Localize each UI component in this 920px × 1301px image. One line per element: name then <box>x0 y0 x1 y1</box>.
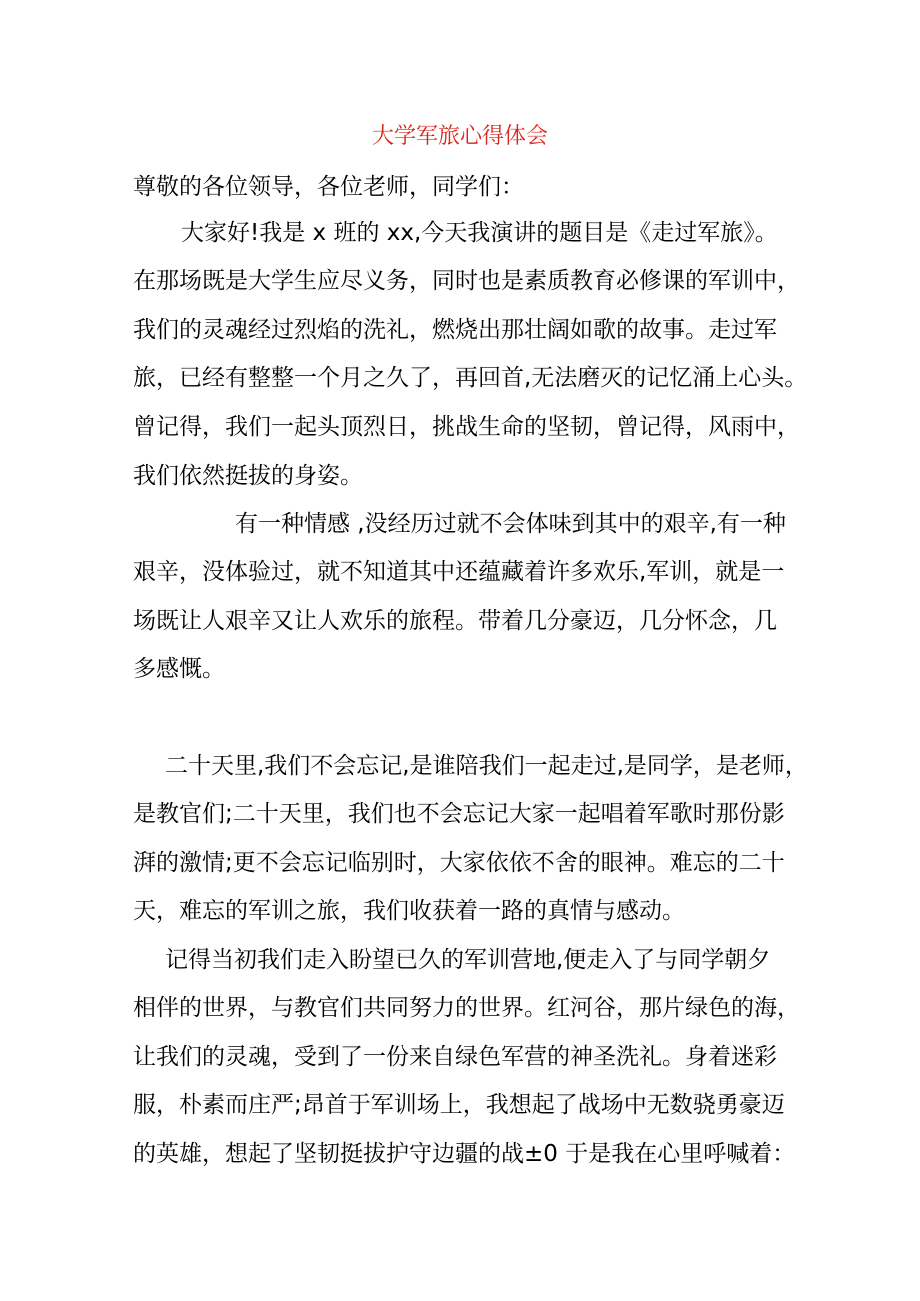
paragraph-2-line-1: 有一种情感 ,没经历过就不会体味到其中的艰辛,有一种 <box>235 511 786 537</box>
paragraph-1-line-5: 曾记得，我们一起头顶烈日，挑战生命的坚韧，曾记得，风雨中， <box>133 414 800 440</box>
paragraph-3-line-2: 是教官们;二十天里，我们也不会忘记大家一起唱着军歌时那份影 <box>133 801 785 827</box>
paragraph-4-line-3: 让我们的灵魂，受到了一份来自绿色军营的神圣洗礼。身着迷彩 <box>133 1044 777 1070</box>
paragraph-2-line-3: 场既让人艰辛又让人欢乐的旅程。带着几分豪迈，几分怀念，几 <box>133 608 777 634</box>
paragraph-2-line-2: 艰辛，没体验过，就不知道其中还蕴藏着许多欢乐,军训，就是一 <box>133 559 785 585</box>
paragraph-1-line-2: 在那场既是大学生应尽义务，同时也是素质教育必修课的军训中， <box>133 268 800 294</box>
paragraph-2-line-4: 多感慨。 <box>133 656 225 682</box>
paragraph-4-line-1: 记得当初我们走入盼望已久的军训营地,便走入了与同学朝夕 <box>165 947 771 973</box>
salutation: 尊敬的各位领导，各位老师，同学们： <box>133 174 524 200</box>
paragraph-1-line-4: 旅，已经有整整一个月之久了，再回首,无法磨灭的记忆涌上心头。 <box>133 365 808 391</box>
paragraph-1-line-1: 大家好!我是 x 班的 xx,今天我演讲的题目是《走过军旅》。 <box>181 220 778 246</box>
document-title: 大学军旅心得体会 <box>371 124 548 149</box>
paragraph-4-line-4: 服，朴素而庄严;昂首于军训场上，我想起了战场中无数骁勇豪迈 <box>133 1092 785 1118</box>
paragraph-3-line-3: 湃的激情;更不会忘记临别时，大家依依不舍的眼神。难忘的二十 <box>133 850 785 876</box>
paragraph-3-line-1: 二十天里,我们不会忘记,是谁陪我们一起走过,是同学，是老师， <box>165 753 808 779</box>
paragraph-1-line-3: 我们的灵魂经过烈焰的洗礼，燃烧出那壮阔如歌的故事。走过军 <box>133 317 777 343</box>
paragraph-4-line-2: 相伴的世界，与教官们共同努力的世界。红河谷，那片绿色的海， <box>133 995 800 1021</box>
paragraph-4-line-5: 的英雄，想起了坚韧挺拔护守边疆的战±0 于是我在心里呼喊着： <box>133 1141 796 1167</box>
paragraph-1-line-6: 我们依然挺拔的身姿。 <box>133 463 363 489</box>
paragraph-3-line-4: 天，难忘的军训之旅，我们收获着一路的真情与感动。 <box>133 898 685 924</box>
